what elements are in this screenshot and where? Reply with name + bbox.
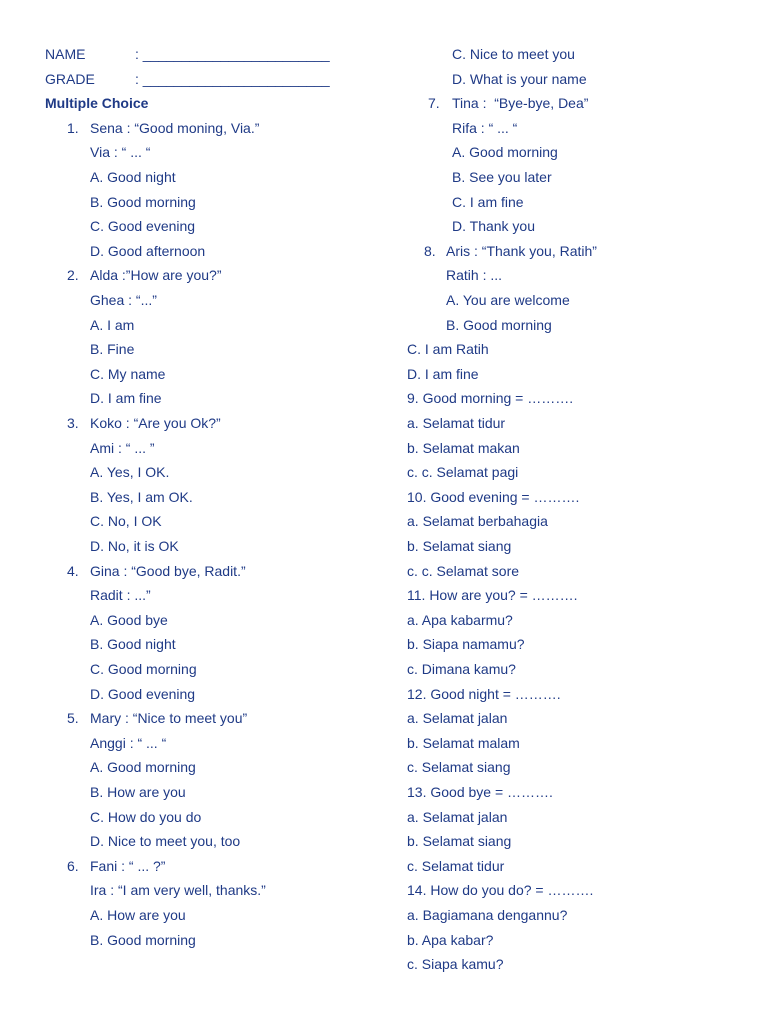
answer-option: b. Selamat malam xyxy=(407,734,520,751)
question-number: 6. xyxy=(67,857,79,874)
answer-option: a. Selamat tidur xyxy=(407,415,506,431)
answer-option: D. Nice to meet you, too xyxy=(90,833,241,850)
question-reply: Via : “ ... “ xyxy=(90,144,151,161)
answer-option: A. Good morning xyxy=(452,144,558,161)
answer-option: B. How are you xyxy=(90,784,186,800)
question-prompt: Mary : “Nice to meet you” xyxy=(90,710,248,727)
answer-option: b. Siapa namamu? xyxy=(407,636,525,653)
question-prompt: 14. How do you do? = ………. xyxy=(407,882,594,899)
section-title: Multiple Choice xyxy=(45,95,149,112)
answer-option: C. Good morning xyxy=(90,661,197,677)
question-prompt: 11. How are you? = ………. xyxy=(407,587,578,604)
question-prompt: Fani : “ ... ?” xyxy=(90,857,166,874)
question-reply: Ratih : ... xyxy=(446,267,503,284)
question-prompt: Gina : “Good bye, Radit.” xyxy=(90,562,246,579)
answer-option: C. Nice to meet you xyxy=(452,46,575,62)
answer-option: A. How are you xyxy=(90,907,186,923)
answer-option: D. Thank you xyxy=(452,218,536,235)
answer-option: D. Good afternoon xyxy=(90,242,206,259)
answer-option: A. Yes, I OK. xyxy=(90,464,170,481)
answer-option: A. You are welcome xyxy=(446,292,570,308)
answer-option: B. See you later xyxy=(452,169,552,185)
answer-option: D. No, it is OK xyxy=(90,538,179,554)
answer-option: b. Selamat siang xyxy=(407,833,512,850)
question-prompt: 12. Good night = ………. xyxy=(407,685,561,702)
answer-option: B. Good night xyxy=(90,636,176,653)
answer-option: c. c. Selamat sore xyxy=(407,562,520,579)
answer-option: c. Dimana kamu? xyxy=(407,661,516,677)
question-reply: Anggi : “ ... “ xyxy=(90,734,167,751)
answer-option: c. c. Selamat pagi xyxy=(407,464,519,481)
question-reply: Rifa : “ ... “ xyxy=(452,119,518,136)
name-label: NAME xyxy=(45,46,86,62)
question-prompt: Sena : “Good moning, Via.” xyxy=(90,119,260,136)
question-prompt: Koko : “Are you Ok?” xyxy=(90,415,221,431)
answer-option: a. Selamat berbahagia xyxy=(407,513,548,530)
question-prompt: Aris : “Thank you, Ratih” xyxy=(446,242,597,259)
question-reply: Ami : “ ... ” xyxy=(90,439,155,456)
answer-option: C. I am fine xyxy=(452,193,524,210)
answer-option: B. Yes, I am OK. xyxy=(90,488,193,505)
answer-option: b. Selamat makan xyxy=(407,439,520,456)
answer-option: A. I am xyxy=(90,316,135,333)
question-prompt: Tina : “Bye-bye, Dea” xyxy=(452,95,589,112)
question-number: 3. xyxy=(67,415,79,431)
question-number: 4. xyxy=(67,562,79,579)
question-number: 7. xyxy=(428,95,440,112)
name-blank-line: : ________________________ xyxy=(135,46,330,62)
answer-option: C. No, I OK xyxy=(90,513,162,530)
answer-option: B. Good morning xyxy=(90,193,196,210)
question-number: 1. xyxy=(67,119,79,136)
answer-option: c. Siapa kamu? xyxy=(407,956,504,973)
answer-option: c. Selamat siang xyxy=(407,759,511,776)
answer-option: B. Good morning xyxy=(90,931,196,948)
answer-option: c. Selamat tidur xyxy=(407,857,505,874)
answer-option: C. My name xyxy=(90,365,166,382)
question-reply: Ira : “I am very well, thanks.” xyxy=(90,882,266,899)
answer-option: B. Good morning xyxy=(446,316,552,333)
question-reply: Radit : ...” xyxy=(90,587,151,604)
answer-option: A. Good morning xyxy=(90,759,196,776)
answer-option: a. Selamat jalan xyxy=(407,710,508,727)
answer-option: B. Fine xyxy=(90,341,135,358)
answer-option: b. Apa kabar? xyxy=(407,931,494,948)
answer-option: D. I am fine xyxy=(90,390,162,407)
question-prompt: Alda :”How are you?” xyxy=(90,267,222,284)
answer-option: C. I am Ratih xyxy=(407,341,489,358)
answer-option: D. I am fine xyxy=(407,365,479,382)
answer-option: a. Selamat jalan xyxy=(407,808,508,825)
question-prompt: 10. Good evening = ………. xyxy=(407,488,580,505)
answer-option: C. Good evening xyxy=(90,218,196,235)
answer-option: A. Good bye xyxy=(90,611,168,628)
grade-label: GRADE xyxy=(45,70,95,87)
question-number: 5. xyxy=(67,710,79,727)
answer-option: D. Good evening xyxy=(90,685,196,702)
answer-option: a. Apa kabarmu? xyxy=(407,611,513,628)
question-reply: Ghea : “...” xyxy=(90,292,157,308)
answer-option: C. How do you do xyxy=(90,808,202,825)
question-prompt: 13. Good bye = ………. xyxy=(407,784,553,800)
answer-option: A. Good night xyxy=(90,169,176,185)
question-prompt: 9. Good morning = ………. xyxy=(407,390,574,407)
question-number: 8. xyxy=(424,242,436,259)
answer-option: D. What is your name xyxy=(452,70,587,87)
question-number: 2. xyxy=(67,267,79,284)
answer-option: a. Bagiamana dengannu? xyxy=(407,907,568,923)
answer-option: b. Selamat siang xyxy=(407,538,512,554)
grade-blank-line: : ________________________ xyxy=(135,70,330,87)
